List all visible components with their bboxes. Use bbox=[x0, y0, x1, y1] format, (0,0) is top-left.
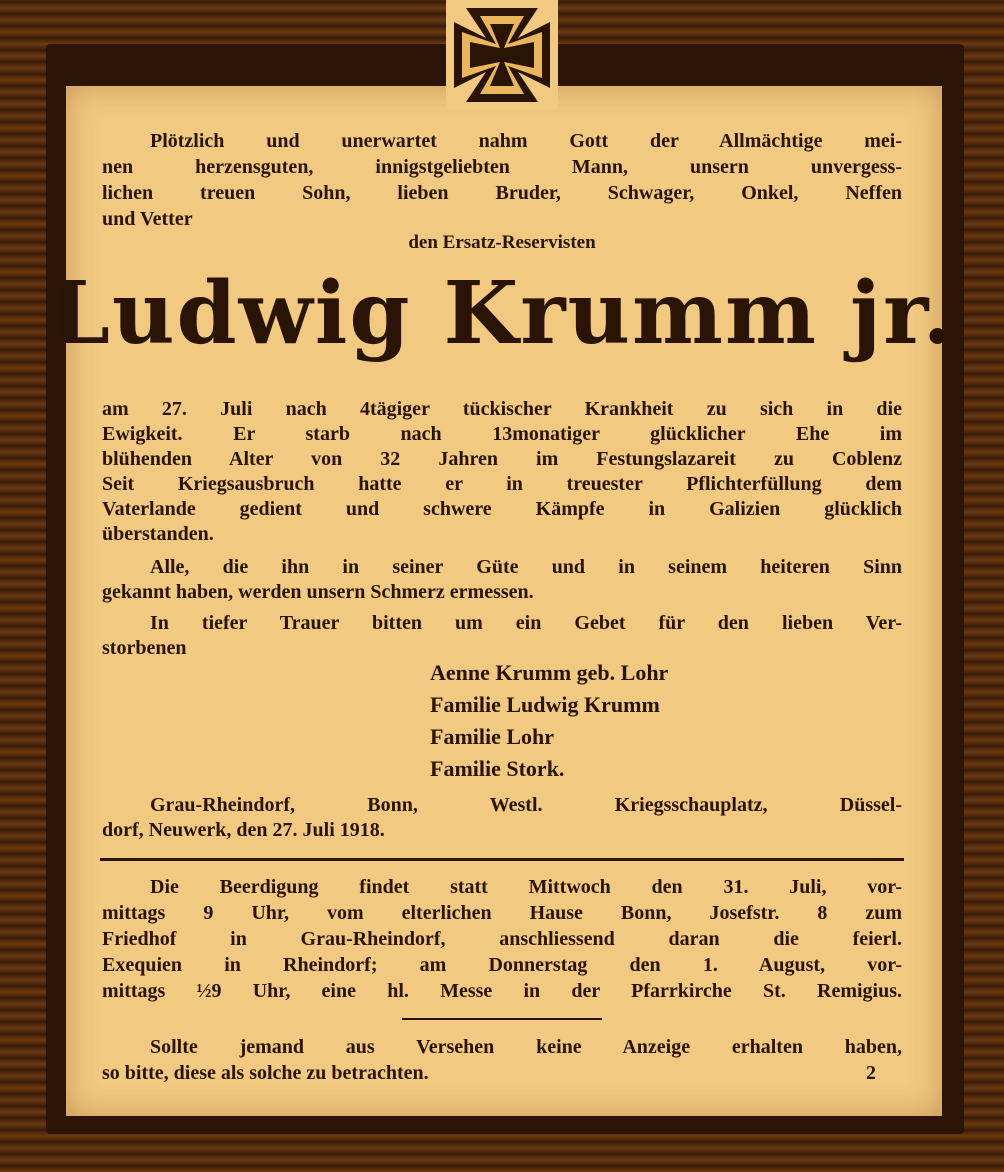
body-line-4: Seit Kriegsausbruch hatte er in treuester Pflichterfüllung dem bbox=[102, 473, 902, 495]
body-line-6: überstanden. bbox=[102, 523, 214, 545]
place-line-2: dorf, Neuwerk, den 27. Juli 1918. bbox=[102, 819, 385, 841]
mourner-1: Aenne Krumm geb. Lohr bbox=[430, 660, 669, 685]
funeral-line-5: mittags ½9 Uhr, eine hl. Messe in der Pfarrkirche St. Remigius. bbox=[102, 980, 902, 1002]
rank-line: den Ersatz-Reservisten bbox=[408, 232, 596, 253]
closing-line-1: Sollte jemand aus Versehen keine Anzeige erhalten haben, bbox=[150, 1036, 902, 1058]
intro-line-2: nen herzensguten, innigstgeliebten Mann, unsern unvergess- bbox=[102, 156, 902, 178]
page-number: 2 bbox=[866, 1062, 876, 1084]
body-line-2: Ewigkeit. Er starb nach 13monatiger glücklicher Ehe im bbox=[102, 423, 902, 445]
short-divider bbox=[402, 1018, 602, 1020]
place-line-1: Grau-Rheindorf, Bonn, Westl. Kriegsschauplatz, Düssel- bbox=[150, 794, 902, 816]
para2-line-2: gekannt haben, werden unsern Schmerz ermessen. bbox=[102, 581, 534, 603]
deceased-name: Ludwig Krumm jr. bbox=[49, 263, 955, 364]
para3-line-2: storbenen bbox=[102, 637, 187, 659]
mourner-2: Familie Ludwig Krumm bbox=[430, 692, 660, 717]
intro-line-1: Plötzlich und unerwartet nahm Gott der Allmächtige mei- bbox=[150, 130, 902, 152]
funeral-line-4: Exequien in Rheindorf; am Donnerstag den 1. August, vor- bbox=[102, 954, 902, 976]
iron-cross-icon bbox=[446, 0, 558, 110]
body-line-5: Vaterlande gedient und schwere Kämpfe in Galizien glücklich bbox=[102, 498, 902, 520]
intro-line-3: lichen treuen Sohn, lieben Bruder, Schwager, Onkel, Neffen bbox=[102, 182, 902, 204]
intro-line-4: und Vetter bbox=[102, 208, 193, 230]
para3-line-1: In tiefer Trauer bitten um ein Gebet für den lieben Ver- bbox=[150, 612, 902, 634]
body-line-3: blühenden Alter von 32 Jahren im Festungslazareit zu Coblenz bbox=[102, 448, 902, 470]
mourner-4: Familie Stork. bbox=[430, 756, 565, 781]
mourner-3: Familie Lohr bbox=[430, 724, 555, 749]
funeral-line-1: Die Beerdigung findet statt Mittwoch den 31. Juli, vor- bbox=[150, 876, 902, 898]
funeral-line-3: Friedhof in Grau-Rheindorf, anschliessend daran die feierl. bbox=[102, 928, 902, 950]
para2-line-1: Alle, die ihn in seiner Güte und in seinem heiteren Sinn bbox=[150, 556, 902, 578]
closing-line-2: so bitte, diese als solche zu betrachten. bbox=[102, 1062, 429, 1084]
divider-rule bbox=[100, 858, 904, 861]
funeral-line-2: mittags 9 Uhr, vom elterlichen Hause Bonn, Josefstr. 8 zum bbox=[102, 902, 902, 924]
body-line-1: am 27. Juli nach 4tägiger tückischer Krankheit zu sich in die bbox=[102, 398, 902, 420]
